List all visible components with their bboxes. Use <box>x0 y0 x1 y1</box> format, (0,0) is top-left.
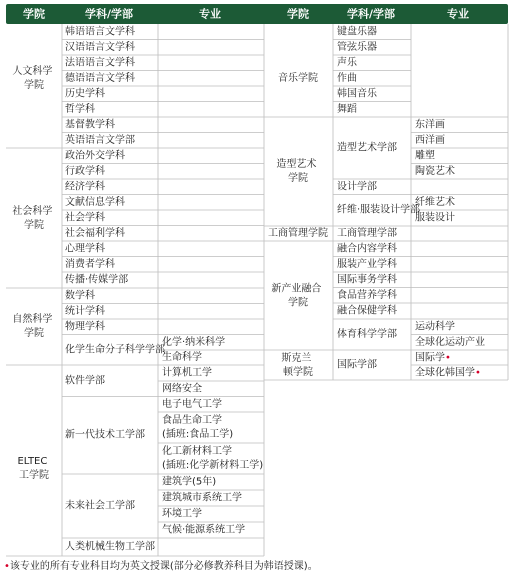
department-convergence-content: 融合内容学科 <box>337 243 397 255</box>
college-scranton-line1: 斯克兰 <box>281 352 312 364</box>
department-library-science: 文献信息学科 <box>65 196 125 208</box>
major-food-bio-transfer-note: (插班:食品工学) <box>162 429 234 440</box>
department-composition: 作曲 <box>337 72 357 84</box>
major-global-sport-industry: 全球化运动产业 <box>415 336 485 348</box>
major-textile-art: 纤维艺术 <box>415 196 455 208</box>
department-english-lit: 英语语言文学部 <box>65 134 135 146</box>
college-fine-arts <box>276 157 319 184</box>
header-major-right: 专业 <box>447 7 469 21</box>
header-college-right: 学院 <box>287 7 309 21</box>
department-christian-studies: 基督教学科 <box>65 119 115 131</box>
college-humanities <box>12 64 55 91</box>
college-natural-line1: 自然科学 <box>12 313 53 325</box>
major-climate-energy-systems: 气候·能源系统工学 <box>162 524 246 536</box>
major-sculpture: 雕塑 <box>415 150 435 162</box>
major-life-science: 生命科学 <box>162 352 202 363</box>
college-eltec-engineering <box>17 456 50 481</box>
college-social-sciences <box>12 204 55 231</box>
department-political-science: 政治外交学科 <box>65 150 125 162</box>
department-business-administration: 工商管理学部 <box>337 228 397 239</box>
department-communication-media: 传播·传媒学部 <box>65 274 129 286</box>
major-architectural-urban-systems: 建筑城市系统工学 <box>162 492 242 504</box>
major-international-studies <box>415 350 451 363</box>
department-textile-fashion-design: 纤维·服装设计学部 <box>337 204 421 216</box>
department-public-administration: 行政学科 <box>65 165 105 177</box>
college-eltec-engineering-line2: 工学院 <box>19 469 49 481</box>
major-international-studies-label: 国际学 <box>415 352 445 363</box>
major-environmental-engineering: 环境工学 <box>162 508 202 520</box>
english-taught-mark: • <box>445 352 451 363</box>
major-cyber-security: 网络安全 <box>162 383 202 395</box>
major-chemistry-nano: 化学·纳米科学 <box>162 336 226 348</box>
department-social-welfare: 社会福利学科 <box>65 227 125 239</box>
department-sociology: 社会学科 <box>65 212 105 224</box>
college-fine-arts-line1: 造型艺术 <box>276 158 317 170</box>
college-humanities-line2: 学院 <box>24 79 44 91</box>
department-korean-lit: 韩语语言文学科 <box>65 26 135 38</box>
department-fine-arts: 造型艺术学部 <box>337 142 397 154</box>
department-international-affairs: 国际事务学科 <box>337 274 397 286</box>
department-design: 设计学部 <box>337 181 377 193</box>
college-new-industry-convergence <box>271 281 324 308</box>
major-global-korean-studies <box>415 365 481 378</box>
major-fashion-design: 服装设计 <box>415 212 455 224</box>
department-international-studies: 国际学部 <box>337 359 377 371</box>
department-dance: 舞蹈 <box>337 103 357 115</box>
department-history: 历史学科 <box>65 88 105 100</box>
major-ceramic-art: 陶瓷艺术 <box>415 165 455 177</box>
department-convergence-health: 融合保健学科 <box>337 305 397 317</box>
college-convergence-line1: 新产业融合 <box>271 283 322 294</box>
department-chemistry-life-molecular: 化学生命分子科学学部 <box>65 344 165 356</box>
department-next-gen-engineering: 新一代技术工学部 <box>65 429 145 441</box>
footnote-mark: • <box>4 561 10 572</box>
header-department-left: 学科/学部 <box>84 7 134 21</box>
college-social-line1: 社会科学 <box>12 205 53 217</box>
major-chemical-new-materials: 化工新材料工学 <box>162 446 232 457</box>
college-music <box>278 71 318 84</box>
department-sport-science: 体育科学学部 <box>337 329 397 340</box>
english-taught-mark: • <box>475 367 481 378</box>
department-chinese-lit: 汉语语言文学科 <box>65 41 135 53</box>
college-eltec-line1: ELTEC <box>17 455 48 467</box>
major-global-korean-studies-label: 全球化韩国学 <box>415 367 475 378</box>
department-german-lit: 德语语言文学科 <box>65 72 135 84</box>
department-food-nutrition: 食品营养学科 <box>337 289 397 301</box>
major-western-painting: 西洋画 <box>415 134 445 146</box>
department-psychology: 心理学科 <box>65 243 105 255</box>
department-statistics: 统计学科 <box>65 305 105 317</box>
department-korean-music: 韩国音乐 <box>337 88 377 100</box>
footnote <box>4 559 510 575</box>
college-humanities-line1: 人文科学 <box>12 65 53 77</box>
department-physics: 物理学科 <box>65 321 105 333</box>
department-french-lit: 法语语言文学科 <box>65 57 135 69</box>
college-scranton-line2: 顿学院 <box>283 366 313 378</box>
department-economics: 经济学科 <box>65 181 105 193</box>
department-philosophy: 哲学科 <box>65 103 95 115</box>
college-business: 工商管理学院 <box>268 228 328 239</box>
college-new-industry-convergence-line2: 学院 <box>288 297 308 308</box>
major-architecture: 建筑学(5年) <box>162 476 217 488</box>
major-computer-engineering: 计算机工学 <box>162 367 212 379</box>
table-header-bar <box>6 4 508 24</box>
college-natural-sciences-line2: 学院 <box>24 327 44 339</box>
major-sport-science: 运动科学 <box>415 321 455 333</box>
major-electronic-electrical: 电子电气工学 <box>162 398 222 410</box>
department-human-machine-bio-engineering: 人类机械生物工学部 <box>65 541 155 553</box>
major-chemical-materials-transfer-note: (插班:化学新材料工学) <box>162 460 264 471</box>
college-social-sciences-line2: 学院 <box>24 219 44 231</box>
major-oriental-painting: 东洋画 <box>415 119 445 131</box>
college-fine-arts-line2: 学院 <box>288 172 308 184</box>
college-scranton <box>281 351 314 378</box>
department-mathematics: 数学科 <box>65 290 95 302</box>
right-departments <box>337 24 420 370</box>
footnote-text: 该专业的所有专业科目均为英文授课(部分必修教养科目为韩语授课)。 <box>9 561 318 572</box>
department-orchestral-instruments: 管弦乐器 <box>337 41 377 53</box>
department-future-society-engineering: 未来社会工学部 <box>65 500 135 512</box>
department-software: 软件学部 <box>65 375 105 387</box>
header-department-right: 学科/学部 <box>346 7 396 21</box>
department-vocal-music: 声乐 <box>337 57 357 69</box>
college-music-line1: 音乐学院 <box>278 72 318 84</box>
department-consumer-studies: 消费者学科 <box>65 258 115 270</box>
department-keyboard-instruments: 键盘乐器 <box>337 26 377 38</box>
right-majors <box>415 117 485 378</box>
college-natural-sciences <box>12 312 55 339</box>
department-fashion-industry: 服装产业学科 <box>337 258 397 270</box>
header-major-left: 专业 <box>199 7 221 21</box>
major-food-bio-engineering: 食品生命工学 <box>162 415 222 426</box>
header-college-left: 学院 <box>23 7 45 21</box>
